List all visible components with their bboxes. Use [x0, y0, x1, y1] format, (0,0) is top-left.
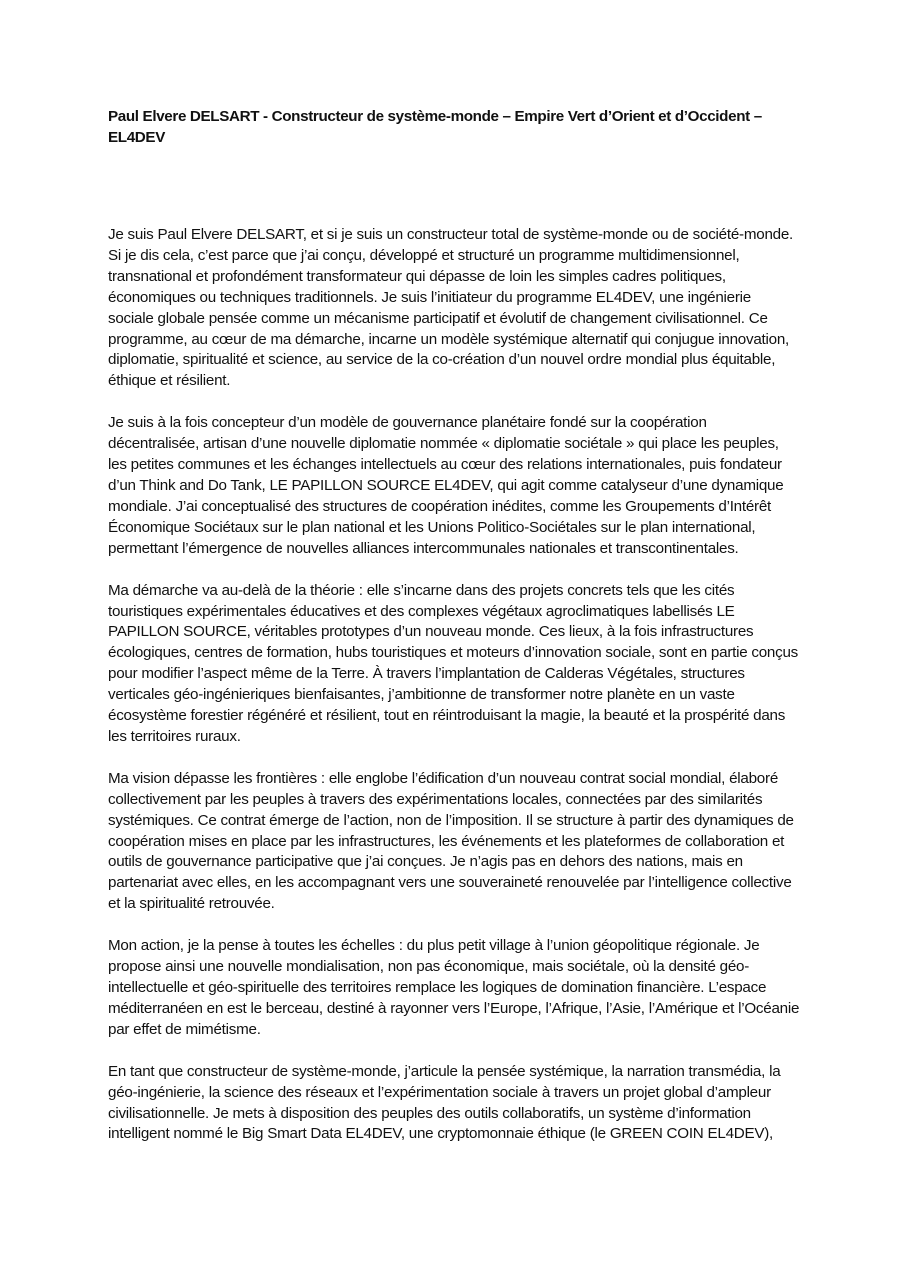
paragraph: Je suis à la fois concepteur d’un modèle de gouvernance planétaire fondé sur la coopération décentralisée, artisan d’une nouvelle diplomatie nommée « diplomatie sociétale » qui place les peuples, les petites communes et les échanges intellectuels au cœur des relations internationales, puis fondateur d’un Think and Do Tank, LE PAPILLON SOURCE EL4DEV, qui agit comme catalyseur d’une dynamique mondiale. J’ai conceptualisé des structures de coopération inédites, comme les Groupements d’Intérêt Économique Sociétaux sur le plan national et les Unions Politico-Sociétales sur le plan international, permettant l’émergence de nouvelles alliances intercommunales nationales et transcontinentales.: [108, 414, 784, 557]
paragraph: En tant que constructeur de système-monde, j’articule la pensée systémique, la narration transmédia, la géo-ingénierie, la science des réseaux et l’expérimentation sociale à travers un projet global d’ampleur civilisationnelle. Je mets à disposition des peuples des outils collaboratifs, un système d’information intelligent nommé le Big Smart Data EL4DEV, une cryptomonnaie éthique (le GREEN COIN EL4DEV),: [108, 1062, 781, 1143]
document-body: [108, 106, 800, 1166]
document-title: Paul Elvere DELSART - Constructeur de système-monde – Empire Vert d’Orient et d’Occident – EL4DEV: [108, 108, 762, 146]
paragraph: Ma vision dépasse les frontières : elle englobe l’édification d’un nouveau contrat social mondial, élaboré collectivement par les peuples à travers des expérimentations locales, connectées par des similarités systémiques. Ce contrat émerge de l’action, non de l’imposition. Il se structure à partir des dynamiques de coopération mises en place par les infrastructures, les événements et les plateformes de collaboration et outils de gouvernance participative que j’ai conçues. Je n’agis pas en dehors des nations, mais en partenariat avec elles, en les accompagnant vers une souveraineté renouvelée par l’intelligence collective et la spiritualité retrouvée.: [108, 769, 794, 913]
paragraph: Je suis Paul Elvere DELSART, et si je suis un constructeur total de système-monde ou de société-monde. Si je dis cela, c’est parce que j’ai conçu, développé et structuré un programme multidimensionnel, transnational et profondément transformateur qui dépasse de loin les simples cadres politiques, économiques ou techniques traditionnels. Je suis l’initiateur du programme EL4DEV, une ingénierie sociale globale pensée comme un mécanisme participatif et évolutif de changement civilisationnel. Ce programme, au cœur de ma démarche, incarne un modèle systémique alternatif qui conjugue innovation, diplomatie, spiritualité et science, au service de la co-création d’un nouvel ordre mondial plus équitable, éthique et résilient.: [108, 226, 794, 390]
paragraph: Mon action, je la pense à toutes les échelles : du plus petit village à l’union géopolitique régionale. Je propose ainsi une nouvelle mondialisation, non pas économique, mais sociétale, où la densité géo-intellectuelle et géo-spirituelle des territoires remplace les logiques de domination financière. L’espace méditerranéen en est le berceau, destiné à rayonner vers l’Europe, l’Afrique, l’Asie, l’Amérique et l’Océanie par effet de mimétisme.: [108, 937, 800, 1038]
paragraph: Ma démarche va au-delà de la théorie : elle s’incarne dans des projets concrets tels que les cités touristiques expérimentales éducatives et des complexes végétaux agroclimatiques labellisés LE PAPILLON SOURCE, véritables prototypes d’un nouveau monde. Ces lieux, à la fois infrastructures écologiques, centres de formation, hubs touristiques et moteurs d’innovation sociale, sont en partie conçus pour modifier l’aspect même de la Terre. À travers l’implantation de Calderas Végétales, structures verticales géo-ingénieriques bienfaisantes, j’ambitionne de transformer notre planète en un vaste écosystème forestier régénéré et résilient, tout en réintroduisant la magie, la beauté et la prospérité dans les territoires ruraux.: [108, 581, 799, 745]
